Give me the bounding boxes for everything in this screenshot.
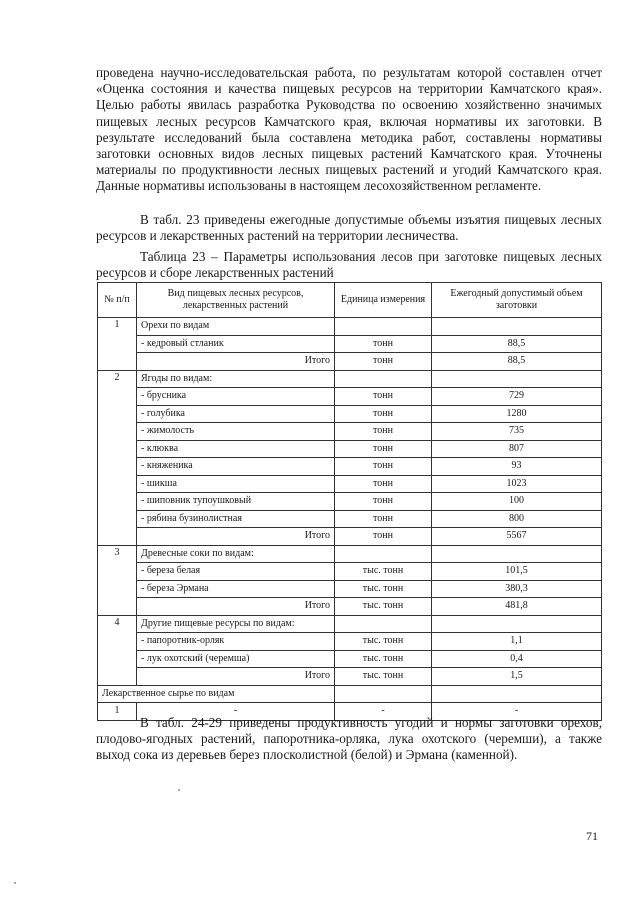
table-row <box>98 668 602 686</box>
volume-cell: 1,1 <box>432 633 602 651</box>
group-number: 3 <box>98 545 137 615</box>
table-row <box>98 580 602 598</box>
resource-name: - клюква <box>137 440 335 458</box>
resource-name: - береза белая <box>137 563 335 581</box>
table-row <box>98 598 602 616</box>
unit-cell: тонн <box>335 440 432 458</box>
group-title: Древесные соки по видам: <box>137 545 335 563</box>
header-number: № п/п <box>98 283 137 318</box>
group-number: 2 <box>98 370 137 545</box>
group-title: Ягоды по видам: <box>137 370 335 388</box>
volume-cell: 0,4 <box>432 650 602 668</box>
table-row <box>98 633 602 651</box>
volume-cell: 88,5 <box>432 335 602 353</box>
unit-cell: тыс. тонн <box>335 598 432 616</box>
table-row <box>98 458 602 476</box>
table-row <box>98 405 602 423</box>
group-number: 1 <box>98 703 137 721</box>
unit-cell: тыс. тонн <box>335 668 432 686</box>
table-row <box>98 650 602 668</box>
table-row <box>98 510 602 528</box>
table-row <box>98 370 602 388</box>
unit-cell: тонн <box>335 528 432 546</box>
group-number: 1 <box>98 318 137 371</box>
resources-table <box>97 282 602 721</box>
unit-cell: тонн <box>335 493 432 511</box>
table-row <box>98 528 602 546</box>
unit-cell: тонн <box>335 475 432 493</box>
volume-cell: 100 <box>432 493 602 511</box>
total-label: Итого <box>137 668 335 686</box>
volume-cell: - <box>432 703 602 721</box>
group-title: Другие пищевые ресурсы по видам: <box>137 615 335 633</box>
resource-name: - шикша <box>137 475 335 493</box>
resource-name: - жимолость <box>137 423 335 441</box>
total-volume-cell: 1,5 <box>432 668 602 686</box>
volume-cell: 380,3 <box>432 580 602 598</box>
table-row <box>98 353 602 371</box>
unit-cell: тонн <box>335 335 432 353</box>
unit-cell: тонн <box>335 423 432 441</box>
unit-cell: тонн <box>335 458 432 476</box>
closing-paragraph: В табл. 24-29 приведены продуктивность угодий и нормы заготовки орехов, плодово-ягодных растений, папоротника-орляка, лука охотского (черемши), а также выход сока из деревьев берез плосколистной (белой) и Эрмана (каменной). <box>96 715 602 763</box>
header-annual-volume: Ежегодный допустимый объем заготовки <box>432 283 602 318</box>
total-volume-cell: 5567 <box>432 528 602 546</box>
unit-cell: тыс. тонн <box>335 580 432 598</box>
volume-cell: 1023 <box>432 475 602 493</box>
page-number: 71 <box>586 829 598 843</box>
table-row <box>98 440 602 458</box>
unit-cell: тонн <box>335 353 432 371</box>
resource-name: - папоротник-орляк <box>137 633 335 651</box>
unit-cell: тыс. тонн <box>335 563 432 581</box>
total-label: Итого <box>137 528 335 546</box>
table-row <box>98 318 602 336</box>
table-reference-paragraph: В табл. 23 приведены ежегодные допустимые объемы изъятия пищевых лесных ресурсов и лекарственных растений на территории лесничества. <box>96 212 602 244</box>
table-row <box>98 335 602 353</box>
table-row <box>98 423 602 441</box>
table-row <box>98 493 602 511</box>
header-unit: Единица измерения <box>335 283 432 318</box>
resource-name: - лук охотский (черемша) <box>137 650 335 668</box>
group-number: 4 <box>98 615 137 685</box>
resource-name: - голубика <box>137 405 335 423</box>
table-row <box>98 563 602 581</box>
volume-cell: 800 <box>432 510 602 528</box>
header-resource-type: Вид пищевых лесных ресурсов, лекарственных растений <box>137 283 335 318</box>
table-row <box>98 475 602 493</box>
resource-name: - береза Эрмана <box>137 580 335 598</box>
table-header-row <box>98 283 602 318</box>
unit-cell: тонн <box>335 405 432 423</box>
group-title: Орехи по видам <box>137 318 335 336</box>
volume-cell: 729 <box>432 388 602 406</box>
unit-cell: - <box>335 703 432 721</box>
unit-cell: тыс. тонн <box>335 633 432 651</box>
unit-cell: тонн <box>335 510 432 528</box>
resource-name: - рябина бузинолистная <box>137 510 335 528</box>
resource-name: - <box>137 703 335 721</box>
intro-paragraph: проведена научно-исследовательская работа, по результатам которой составлен отчет «Оценка состояния и качества пищевых ресурсов на территории Камчатского края». Целью работы явилась разработка Руководства по освоению хозяйственно значимых пищевых лесных ресурсов Камчатского края, включая нормативы их заготовки. В результате исследований была составлена методика работ, составлены нормативы заготовки основных видов лесных пищевых растений Камчатского края. Уточнены материалы по продуктивности лесных пищевых растений и угодий Камчатского края. Данные нормативы использованы в настоящем лесохозяйственном регламенте. <box>96 65 602 194</box>
group-title: Лекарственное сырье по видам <box>98 685 335 703</box>
volume-cell: 1280 <box>432 405 602 423</box>
unit-cell: тыс. тонн <box>335 650 432 668</box>
scan-speck <box>14 882 16 884</box>
table-row <box>98 615 602 633</box>
resource-name: - брусника <box>137 388 335 406</box>
total-label: Итого <box>137 598 335 616</box>
total-volume-cell: 481,8 <box>432 598 602 616</box>
total-label: Итого <box>137 353 335 371</box>
volume-cell: 93 <box>432 458 602 476</box>
resource-name: - кедровый стланик <box>137 335 335 353</box>
volume-cell: 735 <box>432 423 602 441</box>
table-row <box>98 545 602 563</box>
table-row <box>98 685 602 703</box>
unit-cell: тонн <box>335 388 432 406</box>
table-caption: Таблица 23 – Параметры использования лесов при заготовке пищевых лесных ресурсов и сборе лекарственных растений <box>96 249 602 280</box>
scan-speck <box>178 789 180 791</box>
volume-cell: 807 <box>432 440 602 458</box>
total-volume-cell: 88,5 <box>432 353 602 371</box>
resource-name: - шиповник тупоушковый <box>137 493 335 511</box>
table-row <box>98 388 602 406</box>
resource-name: - княженика <box>137 458 335 476</box>
volume-cell: 101,5 <box>432 563 602 581</box>
